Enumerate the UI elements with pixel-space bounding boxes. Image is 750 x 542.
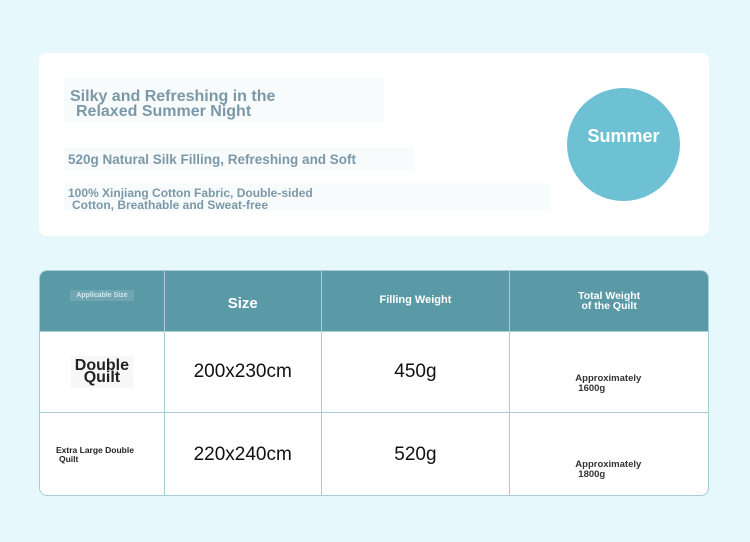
quilt-name: [71, 356, 133, 388]
fabric-detail: [64, 183, 550, 211]
header-total-weight: [509, 271, 708, 331]
table-row: [40, 412, 708, 496]
total-weight-line-1: Approximately: [575, 459, 642, 470]
quilt-name-line-2: Quilt: [59, 453, 79, 464]
quilt-name-cell: [40, 332, 164, 412]
filling-cell: 450g: [321, 332, 510, 412]
header-applicable-label: Applicable Size: [70, 290, 133, 301]
filling-subtitle: 520g Natural Silk Filling, Refreshing and Soft: [64, 148, 414, 171]
size-cell: 200x230cm: [164, 332, 321, 412]
product-heading: [64, 77, 384, 123]
quilt-name-line-1: Extra Large Double: [56, 444, 134, 455]
heading-line-1: Silky and Refreshing in the: [70, 88, 276, 105]
quilt-name-line-2: Quilt: [83, 369, 121, 386]
table-header-row: [40, 271, 708, 331]
header-total-line-2: of the Quilt: [581, 300, 637, 312]
quilt-name-line-1: Double: [74, 357, 130, 374]
quilt-name-cell: [40, 413, 164, 496]
quilt-name: [56, 446, 134, 464]
header-total-line-1: Total Weight: [578, 290, 641, 302]
season-badge: [567, 88, 680, 201]
header-size: Size: [164, 271, 321, 331]
table-row: [40, 331, 708, 412]
total-weight-cell: [509, 332, 708, 412]
size-cell: 220x240cm: [164, 413, 321, 496]
header-filling-weight: Filling Weight: [321, 271, 510, 331]
spec-table: [39, 270, 709, 496]
fabric-detail-line-1: 100% Xinjiang Cotton Fabric, Double-sided: [68, 186, 313, 200]
total-weight-line-2: 1800g: [578, 469, 606, 480]
header-applicable: [40, 271, 164, 331]
total-weight-line-2: 1600g: [578, 383, 606, 394]
total-weight-line-1: Approximately: [575, 373, 642, 384]
fabric-detail-line-2: Cotton, Breathable and Sweat-free: [72, 198, 269, 212]
filling-cell: 520g: [321, 413, 510, 496]
total-weight-cell: [509, 413, 708, 496]
season-badge-label: Summer: [587, 126, 660, 146]
heading-line-2: Relaxed Summer Night: [76, 103, 252, 120]
